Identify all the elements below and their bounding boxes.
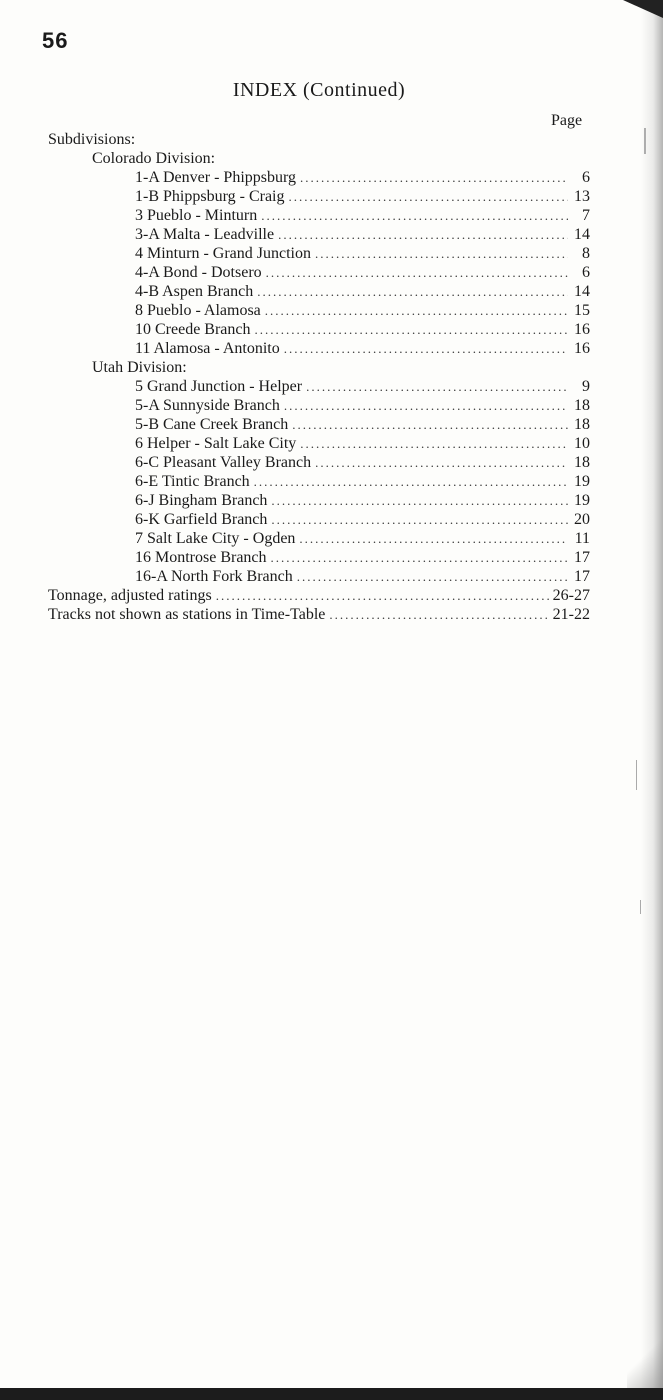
dot-leader <box>271 510 568 529</box>
dot-leader <box>284 396 568 415</box>
index-entry <box>48 567 590 586</box>
page-title: INDEX (Continued) <box>232 79 406 101</box>
index-entry <box>48 586 590 605</box>
index-entry-page: 26-27 <box>552 587 590 604</box>
dot-leader <box>315 244 568 263</box>
index-entry-page: 7 <box>582 207 590 224</box>
index-entry-page: 16 <box>574 340 590 357</box>
index-entry <box>48 510 590 529</box>
index-entry-page: 19 <box>574 473 590 490</box>
index-entry <box>48 244 590 263</box>
index-entry <box>48 225 590 244</box>
index-entry-label: Tracks not shown as stations in Time-Table <box>48 606 326 623</box>
index-entry <box>48 358 590 377</box>
index-entry <box>48 377 590 396</box>
index-entry-page: 17 <box>574 549 590 566</box>
dot-leader <box>300 168 568 187</box>
dot-leader <box>257 282 568 301</box>
index-entry-page: 18 <box>574 397 590 414</box>
dot-leader <box>329 605 548 624</box>
index-entry <box>48 415 590 434</box>
index-entry <box>48 301 590 320</box>
index-entry-page: 17 <box>574 568 590 585</box>
scan-bottom-edge <box>0 1388 663 1400</box>
index-entry-label: 16 Montrose Branch <box>135 549 267 566</box>
dot-leader <box>216 586 549 605</box>
dot-leader <box>315 453 568 472</box>
index-entry-page: 21-22 <box>552 606 590 623</box>
dot-leader <box>288 187 568 206</box>
index-entry-label: 3-A Malta - Leadville <box>135 226 275 243</box>
index-entry <box>48 130 590 149</box>
index-entry <box>48 339 590 358</box>
index-entry <box>48 206 590 225</box>
dot-leader <box>261 206 568 225</box>
index-entry <box>48 282 590 301</box>
index-entry-page: 18 <box>574 454 590 471</box>
index-entry-label: 6-J Bingham Branch <box>135 492 268 509</box>
index-entry-page: 19 <box>574 492 590 509</box>
index-entry <box>48 263 590 282</box>
index-entry-label: Colorado Division: <box>92 150 216 167</box>
index-entry-label: 4-A Bond - Dotsero <box>135 264 262 281</box>
page-corner-curl <box>627 1338 663 1388</box>
dot-leader <box>284 339 568 358</box>
index-entry-label: 5-B Cane Creek Branch <box>135 416 289 433</box>
index-entry-page: 14 <box>574 226 590 243</box>
index-entry <box>48 396 590 415</box>
dot-leader <box>271 548 568 567</box>
index-entry <box>48 453 590 472</box>
index-entry-page: 13 <box>574 188 590 205</box>
page-corner-top <box>623 0 663 18</box>
index-entry-label: Utah Division: <box>92 359 187 376</box>
index-entry-label: 16-A North Fork Branch <box>135 568 293 585</box>
index-entry-label: Subdivisions: <box>48 131 136 148</box>
page-number: 56 <box>42 28 69 53</box>
index-entry-label: 6-K Garfield Branch <box>135 511 268 528</box>
dot-leader <box>306 377 568 396</box>
index-entry <box>48 491 590 510</box>
index-entry <box>48 149 590 168</box>
dot-leader <box>265 301 568 320</box>
index-entry-label: 10 Creede Branch <box>135 321 251 338</box>
page-edge-shadow <box>641 0 663 1400</box>
index-entry-page: 9 <box>582 378 590 395</box>
dot-leader <box>255 320 568 339</box>
index-entry-label: 6 Helper - Salt Lake City <box>135 435 297 452</box>
dot-leader <box>278 225 568 244</box>
index-entry-label: 4-B Aspen Branch <box>135 283 254 300</box>
index-entry <box>48 529 590 548</box>
index-entry-label: 8 Pueblo - Alamosa <box>135 302 261 319</box>
index-entry <box>48 548 590 567</box>
index-entry-page: 20 <box>574 511 590 528</box>
index-list <box>48 130 590 624</box>
dot-leader <box>254 472 568 491</box>
index-entry-page: 6 <box>582 264 590 281</box>
index-entry-page: 11 <box>574 530 590 547</box>
index-entry <box>48 605 590 624</box>
index-entry-page: 15 <box>574 302 590 319</box>
index-entry-label: 7 Salt Lake City - Ogden <box>135 530 296 547</box>
index-entry-label: 4 Minturn - Grand Junction <box>135 245 311 262</box>
dot-leader <box>266 263 568 282</box>
index-entry-label: 3 Pueblo - Minturn <box>135 207 258 224</box>
index-entry-page: 18 <box>574 416 590 433</box>
dot-leader <box>271 491 568 510</box>
index-entry-label: 1-A Denver - Phippsburg <box>135 169 297 186</box>
index-entry-label: 6-C Pleasant Valley Branch <box>135 454 312 471</box>
index-entry <box>48 434 590 453</box>
index-entry-label: 5-A Sunnyside Branch <box>135 397 280 414</box>
index-entry-page: 8 <box>582 245 590 262</box>
scan-mark <box>636 760 637 790</box>
index-entry-label: Tonnage, adjusted ratings <box>48 587 212 604</box>
index-entry-label: 5 Grand Junction - Helper <box>135 378 303 395</box>
dot-leader <box>297 567 568 586</box>
index-entry-page: 14 <box>574 283 590 300</box>
index-entry <box>48 187 590 206</box>
index-entry-label: 11 Alamosa - Antonito <box>135 340 280 357</box>
index-entry <box>48 168 590 187</box>
index-entry-label: 1-B Phippsburg - Craig <box>135 188 285 205</box>
index-entry-page: 10 <box>574 435 590 452</box>
index-entry <box>48 472 590 491</box>
page-column-header: Page <box>551 112 583 129</box>
dot-leader <box>292 415 568 434</box>
index-entry-page: 6 <box>582 169 590 186</box>
dot-leader <box>299 529 568 548</box>
index-entry <box>48 320 590 339</box>
dot-leader <box>300 434 568 453</box>
index-entry-label: 6-E Tintic Branch <box>135 473 250 490</box>
index-entry-page: 16 <box>574 321 590 338</box>
